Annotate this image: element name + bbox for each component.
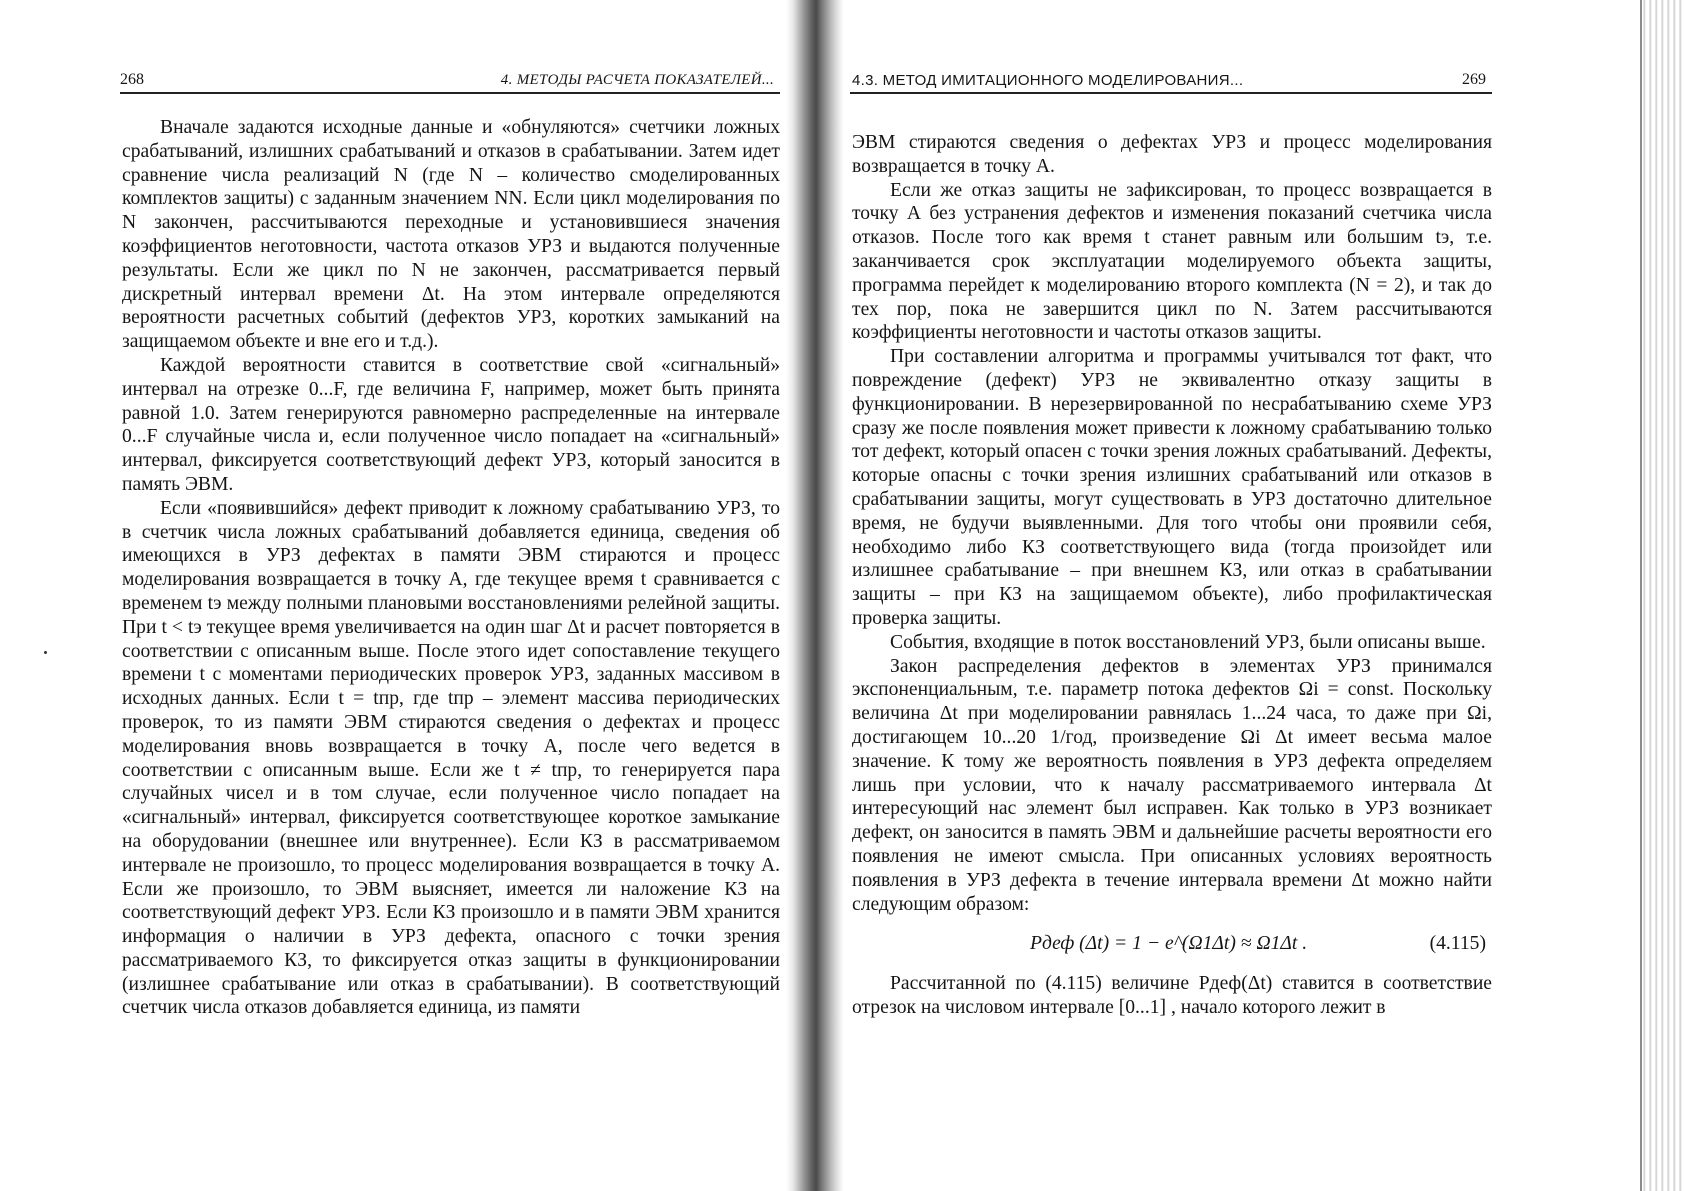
left-body-text — [122, 116, 780, 1020]
right-page-number: 269 — [1462, 71, 1486, 88]
right-paragraph-3: При составлении алгоритма и программы учитывался тот факт, что повреждение (дефект) УРЗ не эквивалентно отказу защиты в функционировании. В нерезервированной по несрабатыванию схеме УРЗ сразу же после появления может привести к ложному срабатыванию только тот дефект, который опасен с точки зрения ложных срабатываний. Дефекты, которые опасны с точки зрения излишних срабатываний или отказов в срабатывании защиты, могут существовать в УРЗ достаточно длительное время, не будучи выявленными. Для того чтобы они проявили себя, необходимо либо КЗ соответствующего вида (тогда произойдет или излишнее срабатывание – при внешнем КЗ, или отказ в срабатывании защиты – при КЗ на защищаемом объекте), либо профилактическая проверка защиты. — [852, 346, 1492, 629]
right-paragraph-1: ЭВМ стираются сведения о дефектах УРЗ и процесс моделирования возвращается в точку А. — [852, 132, 1492, 177]
right-page — [800, 0, 1684, 1191]
right-paragraph-6: Рассчитанной по (4.115) величине Pдеф(Δt) ставится в соответствие отрезок на числовом интервале [0...1] , начало которого лежит в — [852, 973, 1492, 1019]
right-running-head — [850, 66, 1492, 94]
right-paragraph-2: Если же отказ защиты не зафиксирован, то процесс возвращается в точку А без устранения дефектов и изменения показаний счетчика числа отказов. После того как время t станет равным или большим tэ, т.е. заканчивается срок эксплуатации моделируемого объекта защиты, программа перейдет к моделированию второго комплекта (N = 2), и так до тех пор, пока не завершится цикл по N. Затем рассчитываются коэффициенты неготовности и частоты отказов защиты. — [852, 179, 1492, 344]
scan-speck — [44, 651, 47, 654]
left-paragraph-2: Каждой вероятности ставится в соответствие свой «сигнальный» интервал на отрезке 0...F, где величина F, например, может быть принята равной 1.0. Затем генерируются равномерно распределенные на интервале 0...F случайные числа и, если полученное число попадает на «сигнальный» интервал, фиксируется соответствующий дефект УРЗ, который заносится в память ЭВМ. — [122, 354, 780, 495]
left-page — [0, 0, 800, 1191]
left-running-title: 4. МЕТОДЫ РАСЧЕТА ПОКАЗАТЕЛЕЙ... — [500, 72, 774, 88]
page-edge — [1640, 0, 1684, 1191]
formula-4-115 — [852, 928, 1492, 962]
formula-expression: Pдеф (Δt) = 1 − e^(Ω1Δt) ≈ Ω1Δt . — [1030, 933, 1308, 955]
left-page-number: 268 — [120, 71, 144, 88]
left-running-head — [120, 66, 780, 94]
left-paragraph-3: Если «появившийся» дефект приводит к ложному срабатыванию УРЗ, то в счетчик числа ложных срабатываний добавляется единица, сведения об имеющихся в УРЗ дефектах в памяти ЭВМ стираются и процесс моделирования возвращается в точку А, где текущее время t сравнивается с временем tэ между полными плановыми восстановлениями релейной защиты. При t < tэ текущее время увеличивается на один шаг Δt и расчет повторяется в соответствии с описанным выше. После этого идет сопоставление текущего времени t с моментами периодических проверок УРЗ, заданных массивом в исходных данных. Если t = tпр, где tпр – элемент массива периодических проверок, то из памяти ЭВМ стираются сведения о дефектах и процесс моделирования вновь возвращается в точку А, после чего ведется в соответствии с описанным выше. Если же t ≠ tпр, то генерируется пара случайных чисел и в том случае, если полученное число попадает на «сигнальный» интервал, фиксируется соответствующее короткое замыкание на оборудовании (внешнее или внутреннее). Если КЗ в рассматриваемом интервале не произошло, то процесс моделирования возвращается в точку А. Если же произошло, то ЭВМ выясняет, имеется ли наложение КЗ на соответствующий дефект УРЗ. Если КЗ произошло и в памяти ЭВМ хранится информация о наличии в УРЗ дефекта, опасного с точки зрения рассматриваемого КЗ, то фиксируется отказ защиты в функционировании (излишнее срабатывание или отказ в срабатывании). В соответствующий счетчик числа отказов добавляется единица, из памяти — [122, 497, 780, 1019]
right-paragraph-5: Закон распределения дефектов в элементах УРЗ принимался экспоненциальным, т.е. параметр потока дефектов Ωi = const. Поскольку величина Δt при моделировании равнялась 1...24 часа, то даже при Ωi, достигающем 10...20 1/год, произведение Ωi Δt имеет весьма малое значение. К тому же вероятность появления в УРЗ дефекта определяем лишь при условии, что к началу рассматриваемого интервала Δt интересующий нас элемент был исправен. Как только в УРЗ возникает дефект, он заносится в память ЭВМ и дальнейшие расчеты вероятности его появления не имеют смысла. При описанных условиях вероятность появления в УРЗ дефекта в течение интервала времени Δt можно найти следующим образом: — [852, 655, 1492, 915]
right-body-text — [852, 131, 1492, 1020]
left-paragraph-1: Вначале задаются исходные данные и «обнуляются» счетчики ложных срабатываний, излишних срабатываний и отказов в срабатывании. Затем идет сравнение числа реализаций N (где N – количество смоделированных комплектов защиты) с заданным значением NN. Если цикл моделирования по N закончен, рассчитываются переходные и установившиеся значения коэффициентов неготовности, частота отказов УРЗ и выдаются полученные результаты. Если же цикл по N не закончен, рассматривается первый дискретный интервал времени Δt. На этом интервале определяются вероятности расчетных событий (дефектов УРЗ, коротких замыканий на защищаемом объекте и вне его и т.д.). — [122, 117, 780, 353]
formula-number: (4.115) — [1429, 933, 1486, 955]
right-paragraph-4: События, входящие в поток восстановлений УРЗ, были описаны выше. — [890, 631, 1486, 653]
right-running-title: 4.3. МЕТОД ИМИТАЦИОННОГО МОДЕЛИРОВАНИЯ... — [852, 72, 1244, 89]
